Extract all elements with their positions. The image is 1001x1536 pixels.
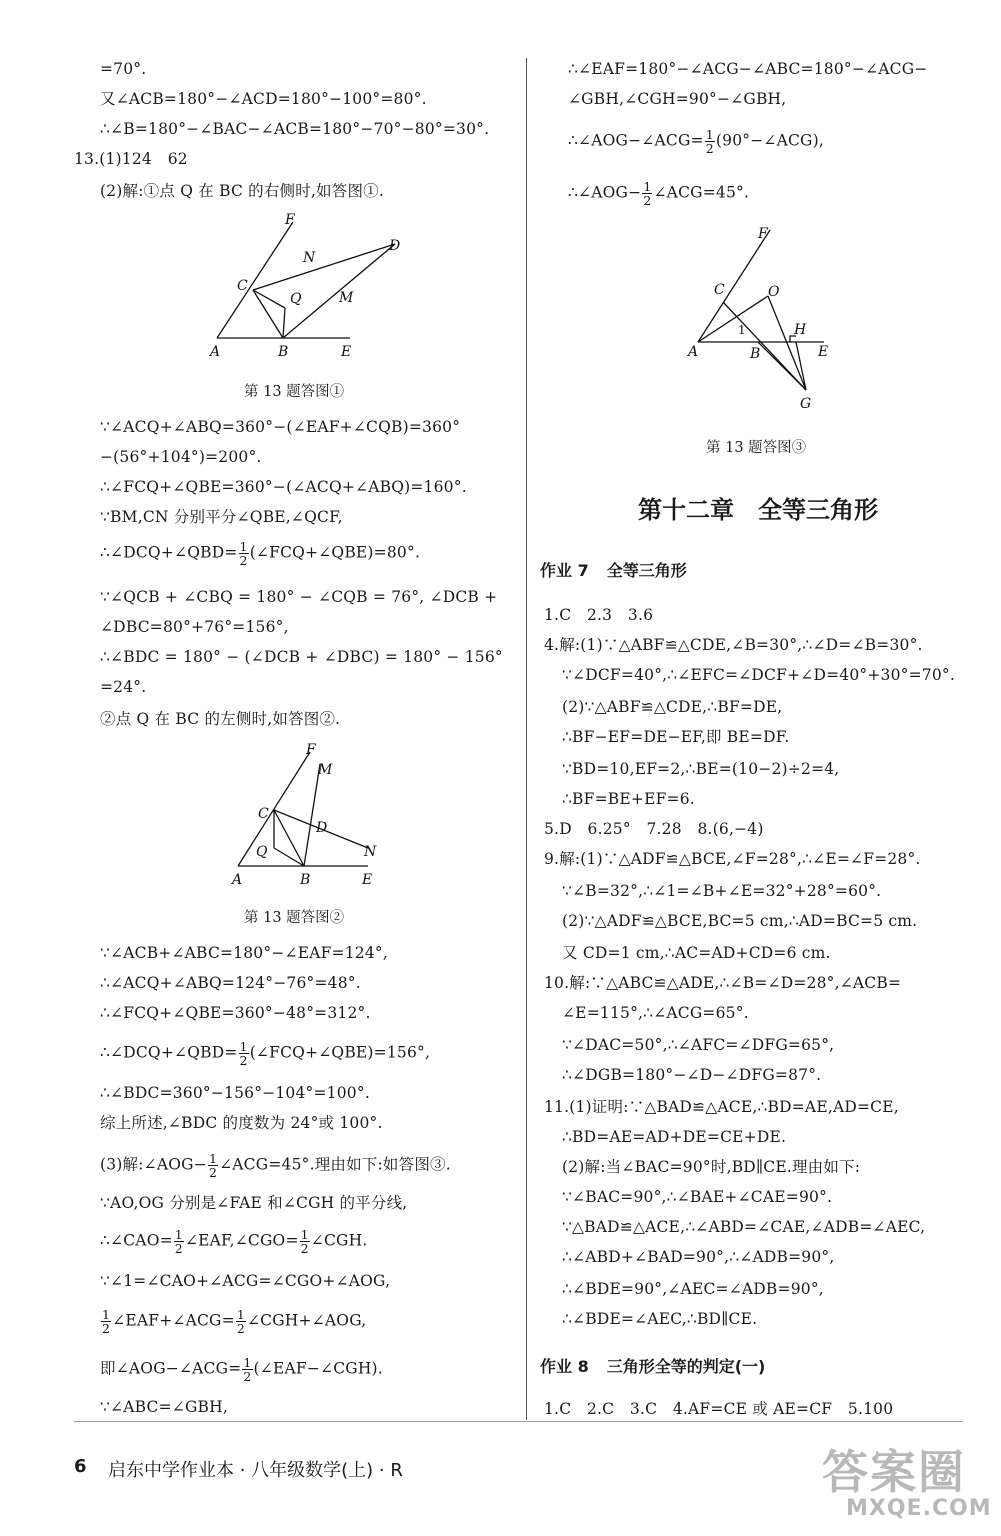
fraction: $\frac{1}{2}$ xyxy=(243,1355,252,1384)
answer-line: ∴∠ACQ+∠ABQ=124°−76°=48°. xyxy=(100,974,361,992)
answer-line: ∵AO,OG 分别是∠FAE 和∠CGH 的平分线, xyxy=(100,1194,408,1212)
answer-line: ∴∠FCQ+∠QBE=360°−(∠ACQ+∠ABQ)=160°. xyxy=(100,478,467,496)
answer-line: ∵∠B=32°,∴∠1=∠B+∠E=32°+28°=60°. xyxy=(562,882,882,900)
point-label: C xyxy=(258,806,269,822)
figure-caption: 第 13 题答图③ xyxy=(706,440,807,456)
answer-line: 11.(1)证明:∵△BAD≌△ACE,∴BD=AE,AD=CE, xyxy=(544,1098,899,1116)
point-label: M xyxy=(318,762,333,778)
answer-line: ∴∠BDC = 180° − (∠DCB + ∠DBC) = 180° − 156° xyxy=(100,648,503,666)
point-label: E xyxy=(362,872,373,888)
point-label: E xyxy=(818,344,829,360)
answer-line: $\frac{1}{2}$ ∠EAF+∠ACG= $\frac{1}{2}$ ∠CGH+∠AOG, xyxy=(102,1307,367,1336)
answer-line: ∴∠B=180°−∠BAC−∠ACB=180°−70°−80°=30°. xyxy=(100,120,490,138)
answer-line: 9.解:(1)∵△ADF≌△BCE,∠F=28°,∴∠E=∠F=28°. xyxy=(544,850,921,868)
homework-header: 作业 8 三角形全等的判定(一) xyxy=(540,1357,766,1376)
answer-line: ∵∠DCF=40°,∴∠EFC=∠DCF+∠D=40°+30°=70°. xyxy=(562,666,955,684)
answer-line: (2)∵△ABF≌△CDE,∴BF=DE, xyxy=(562,698,783,716)
figure-13-diagram-2 xyxy=(228,740,388,890)
answer-line: ∴BD=AE=AD+DE=CE+DE. xyxy=(562,1128,787,1146)
watermark-url: MXQE.COM xyxy=(846,1496,992,1521)
answer-line: ∠E=115°,∴∠ACG=65°. xyxy=(562,1004,749,1022)
point-label: Q xyxy=(290,291,302,307)
answer-line: ∵∠BAC=90°,∴∠BAE+∠CAE=90°. xyxy=(562,1188,833,1206)
answer-line: ∴∠DCQ+∠QBD= $\frac{1}{2}$ (∠FCQ+∠QBE)=156°, xyxy=(100,1039,431,1068)
point-label: O xyxy=(768,284,780,300)
answer-line: ∵∠1=∠CAO+∠ACG=∠CGO+∠AOG, xyxy=(100,1272,391,1290)
chapter-title: 第十二章 全等三角形 xyxy=(638,496,878,524)
fraction: $\frac{1}{2}$ xyxy=(102,1307,111,1336)
point-label: A xyxy=(210,344,221,360)
answer-line: ∵BM,CN 分别平分∠QBE,∠QCF, xyxy=(100,508,343,526)
point-label: N xyxy=(303,250,316,266)
answer-line: 又 CD=1 cm,∴AC=AD+CD=6 cm. xyxy=(562,944,831,962)
answer-line: 即∠AOG−∠ACG= $\frac{1}{2}$ (∠EAF−∠CGH). xyxy=(100,1355,383,1384)
footer-rule xyxy=(74,1421,962,1422)
fraction: $\frac{1}{2}$ xyxy=(208,1151,218,1180)
point-label: H xyxy=(794,322,807,338)
watermark-text: 答案圈 xyxy=(822,1445,966,1499)
fraction: $\frac{1}{2}$ xyxy=(643,179,652,208)
point-label: M xyxy=(339,290,354,306)
answer-line: =70°. xyxy=(100,60,147,78)
answer-line: ∴∠DCQ+∠QBD= $\frac{1}{2}$ (∠FCQ+∠QBE)=80°. xyxy=(100,539,421,568)
answer-line: ∴∠ABD+∠BAD=90°,∴∠ADB=90°, xyxy=(562,1248,835,1266)
fraction: $\frac{1}{2}$ xyxy=(239,1039,248,1068)
answer-line: ∴BF−EF=DE−EF,即 BE=DF. xyxy=(562,728,790,746)
page-number: 6 xyxy=(74,1456,87,1477)
point-label: B xyxy=(750,346,761,362)
answer-line: ∴∠AOG−∠ACG= $\frac{1}{2}$ (90°−∠ACG), xyxy=(568,127,824,156)
point-label: B xyxy=(300,872,311,888)
answer-line: 综上所述,∠BDC 的度数为 24°或 100°. xyxy=(100,1114,383,1132)
answer-line: ∴∠BDE=90°,∠AEC=∠ADB=90°, xyxy=(562,1280,824,1298)
answer-line: ∵△BAD≌△ACE,∴∠ABD=∠CAE,∠ADB=∠AEC, xyxy=(562,1218,926,1236)
point-label: A xyxy=(232,872,243,888)
point-label: G xyxy=(800,396,812,412)
answer-line: ∵∠DAC=50°,∴∠AFC=∠DFG=65°, xyxy=(562,1036,835,1054)
point-label: Q xyxy=(256,844,268,860)
figure-13-diagram-3 xyxy=(686,222,846,422)
answer-line: ∵∠ACB+∠ABC=180°−∠EAF=124°, xyxy=(100,944,389,962)
point-label: 1 xyxy=(738,323,746,337)
answer-line: (3)解:∠AOG− $\frac{1}{2}$ ∠ACG=45°.理由如下:如答图③. xyxy=(100,1151,451,1180)
point-label: D xyxy=(389,238,401,254)
answer-line: ∵∠QCB + ∠CBQ = 180° − ∠CQB = 76°, ∠DCB + xyxy=(100,588,498,606)
answer-line: 10.解:∵△ABC≌△ADE,∴∠B=∠D=28°,∠ACB= xyxy=(544,974,902,992)
point-label: E xyxy=(341,344,352,360)
fraction: $\frac{1}{2}$ xyxy=(300,1227,309,1256)
answer-line: 13.(1)124 62 xyxy=(74,150,188,168)
point-label: F xyxy=(758,226,768,242)
answer-line: ∴∠FCQ+∠QBE=360°−48°=312°. xyxy=(100,1004,371,1022)
answer-line: ∴∠EAF=180°−∠ACG−∠ABC=180°−∠ACG− xyxy=(568,60,928,78)
answer-line: ∵BD=10,EF=2,∴BE=(10−2)÷2=4, xyxy=(562,760,840,778)
answer-line: ∵∠ABC=∠GBH, xyxy=(100,1398,228,1416)
point-label: A xyxy=(688,344,699,360)
fraction: $\frac{1}{2}$ xyxy=(705,127,714,156)
answer-line: ②点 Q 在 BC 的左侧时,如答图②. xyxy=(100,710,341,728)
answer-line: ∴∠DGB=180°−∠D−∠DFG=87°. xyxy=(562,1066,822,1084)
figure-13-diagram-1 xyxy=(205,210,415,360)
point-label: F xyxy=(285,212,295,228)
footer-title: 启东中学作业本 · 八年级数学(上) · R xyxy=(108,1460,403,1481)
fraction: $\frac{1}{2}$ xyxy=(174,1227,183,1256)
answer-line: ∴∠CAO= $\frac{1}{2}$ ∠EAF,∠CGO= $\frac{1}{2}$ ∠CGH. xyxy=(100,1227,368,1256)
answer-line: ∴∠BDE=∠AEC,∴BD∥CE. xyxy=(562,1310,758,1328)
column-divider xyxy=(526,58,527,1420)
point-label: D xyxy=(316,820,328,836)
answer-line: (2)解:当∠BAC=90°时,BD∥CE.理由如下: xyxy=(562,1158,861,1176)
answer-line: 又∠ACB=180°−∠ACD=180°−100°=80°. xyxy=(100,90,427,108)
figure-caption: 第 13 题答图① xyxy=(244,384,345,400)
answer-line: −(56°+104°)=200°. xyxy=(100,448,262,466)
answer-line: (2)解:①点 Q 在 BC 的右侧时,如答图①. xyxy=(100,182,384,200)
point-label: B xyxy=(278,344,289,360)
answer-line: 1.C 2.3 3.6 xyxy=(544,606,654,624)
answer-line: ∴BF=BE+EF=6. xyxy=(562,790,695,808)
fraction: $\frac{1}{2}$ xyxy=(236,1307,245,1336)
answer-line: ∴∠BDC=360°−156°−104°=100°. xyxy=(100,1084,370,1102)
point-label: C xyxy=(237,278,248,294)
figure-caption: 第 13 题答图② xyxy=(244,910,345,926)
answer-line: (2)∵△ADF≌△BCE,BC=5 cm,∴AD=BC=5 cm. xyxy=(562,912,918,930)
answer-line: ∠DBC=80°+76°=156°, xyxy=(100,618,289,636)
watermark-logo xyxy=(816,1436,992,1528)
answer-line: ∵∠ACQ+∠ABQ=360°−(∠EAF+∠CQB)=360° xyxy=(100,418,461,436)
answer-line: 4.解:(1)∵△ABF≌△CDE,∠B=30°,∴∠D=∠B=30°. xyxy=(544,636,923,654)
answer-line: =24°. xyxy=(100,678,147,696)
homework-header: 作业 7 全等三角形 xyxy=(540,561,687,580)
fraction: $\frac{1}{2}$ xyxy=(239,539,248,568)
answer-line: 5.D 6.25° 7.28 8.(6,−4) xyxy=(544,820,764,838)
point-label: C xyxy=(714,282,725,298)
answer-line: 1.C 2.C 3.C 4.AF=CE 或 AE=CF 5.100 xyxy=(544,1400,894,1418)
point-label: N xyxy=(364,844,377,860)
point-label: F xyxy=(306,742,316,758)
answer-line: ∠GBH,∠CGH=90°−∠GBH, xyxy=(568,90,787,108)
answer-line: ∴∠AOG− $\frac{1}{2}$ ∠ACG=45°. xyxy=(568,179,750,208)
